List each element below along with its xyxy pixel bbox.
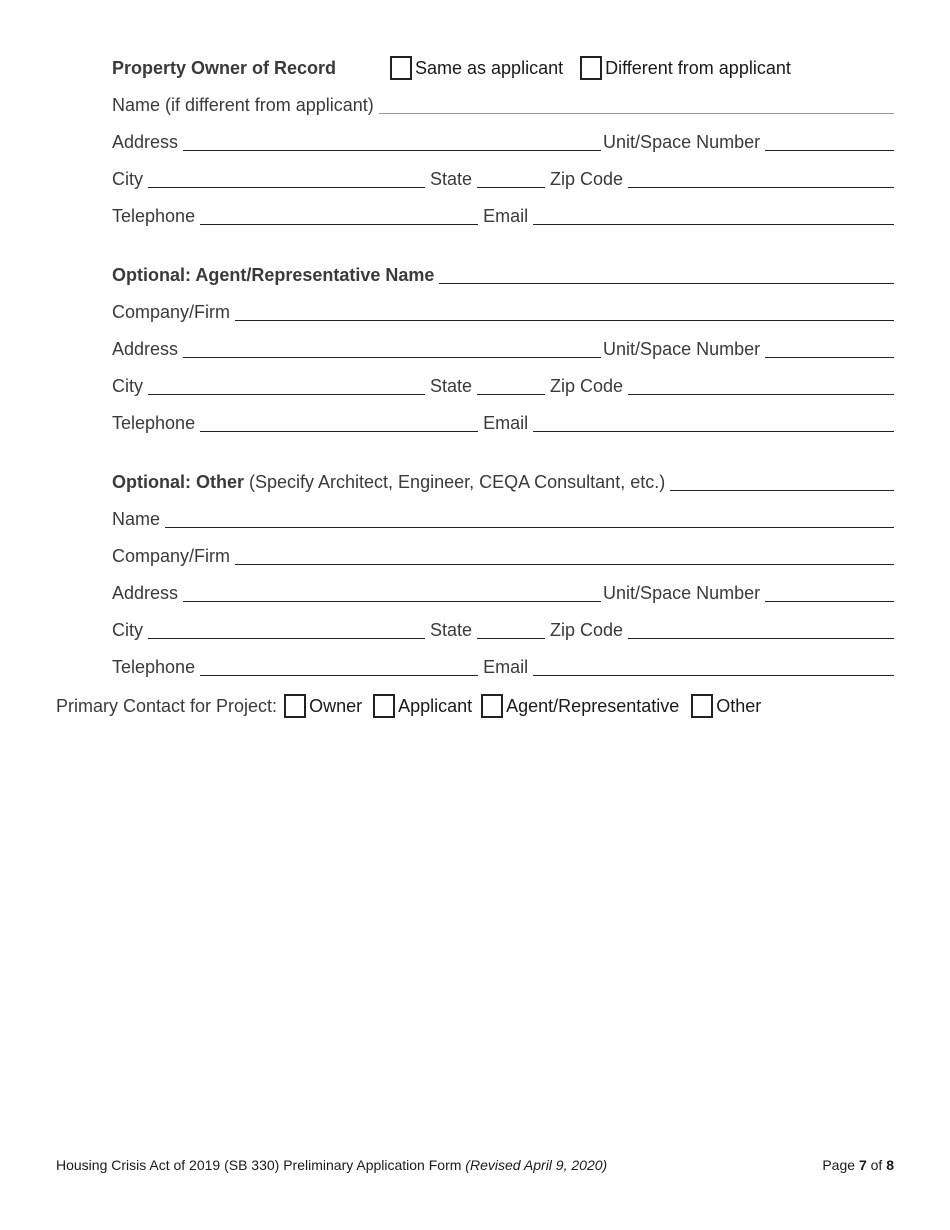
agent-city-field[interactable] [148,376,425,395]
agent-phone-row [112,412,894,434]
primary-contact-other-checkbox[interactable] [691,694,713,718]
other-address-label: Address [112,583,179,603]
primary-contact-owner-option[interactable] [284,694,362,717]
agent-company-row [112,301,894,323]
owner-unit-label: Unit/Space Number [603,132,761,152]
footer-title-wrap [56,1157,607,1173]
primary-contact-owner-label: Owner [309,696,363,716]
page-current: 7 [858,1157,867,1173]
owner-state-label: State [430,169,473,189]
page-total: 8 [886,1157,894,1173]
owner-zip-label: Zip Code [550,169,624,189]
primary-contact-agent-label: Agent/Representative [506,696,680,716]
other-name-label: Name [112,509,161,529]
agent-unit-label: Unit/Space Number [603,339,761,359]
owner-address-field[interactable] [183,132,601,151]
agent-name-field[interactable] [439,265,894,284]
other-company-row [112,545,894,567]
owner-zip-field[interactable] [628,169,894,188]
other-address-field[interactable] [183,583,601,602]
other-phone-field[interactable] [200,657,478,676]
other-phone-row [112,656,894,678]
agent-email-field[interactable] [533,413,894,432]
agent-heading: Optional: Agent/Representative Name [112,265,435,285]
other-heading-note: (Specify Architect, Engineer, CEQA Consultant, etc.) [249,472,666,492]
agent-heading-row [112,264,894,286]
primary-contact-agent-checkbox[interactable] [481,694,503,718]
owner-address-label: Address [112,132,179,152]
owner-name-row [112,94,894,116]
owner-heading-row [112,56,894,79]
agent-email-label: Email [483,413,529,433]
other-name-row [112,508,894,530]
other-state-label: State [430,620,473,640]
owner-state-field[interactable] [477,169,545,188]
page-of: of [870,1157,883,1173]
other-address-row [112,582,894,604]
page-footer [56,1157,894,1173]
footer-revised: (Revised April 9, 2020) [465,1157,608,1173]
owner-phone-label: Telephone [112,206,196,226]
primary-contact-other-label: Other [716,696,762,716]
agent-unit-field[interactable] [765,339,894,358]
other-unit-field[interactable] [765,583,894,602]
other-heading-row [112,471,894,493]
primary-contact-applicant-label: Applicant [398,696,473,716]
owner-name-label: Name (if different from applicant) [112,95,374,115]
other-company-label: Company/Firm [112,546,231,566]
other-email-label: Email [483,657,529,677]
other-company-field[interactable] [235,546,894,565]
other-zip-field[interactable] [628,620,894,639]
other-email-field[interactable] [533,657,894,676]
primary-contact-agent-option[interactable] [481,694,679,717]
other-zip-label: Zip Code [550,620,624,640]
owner-unit-field[interactable] [765,132,894,151]
owner-address-row [112,131,894,153]
same-as-applicant-checkbox[interactable] [390,56,412,80]
owner-city-label: City [112,169,143,189]
agent-state-label: State [430,376,473,396]
other-phone-label: Telephone [112,657,196,677]
owner-city-field[interactable] [148,169,425,188]
different-from-applicant-checkbox[interactable] [580,56,602,80]
agent-phone-field[interactable] [200,413,478,432]
page-word: Page [822,1157,856,1173]
owner-phone-row [112,205,894,227]
agent-state-field[interactable] [477,376,545,395]
owner-email-label: Email [483,206,529,226]
agent-city-label: City [112,376,143,396]
agent-address-label: Address [112,339,179,359]
agent-company-label: Company/Firm [112,302,231,322]
other-name-field[interactable] [165,509,894,528]
other-unit-label: Unit/Space Number [603,583,761,603]
different-from-applicant-option[interactable] [580,56,791,79]
footer-title: Housing Crisis Act of 2019 (SB 330) Preliminary Application Form [56,1157,462,1173]
owner-heading: Property Owner of Record [112,58,337,78]
owner-city-row [112,168,894,190]
other-city-row [112,619,894,641]
primary-contact-label: Primary Contact for Project: [56,696,278,716]
agent-city-row [112,375,894,397]
same-as-applicant-option[interactable] [390,56,563,79]
primary-contact-applicant-option[interactable] [373,694,472,717]
primary-contact-other-option[interactable] [691,694,761,717]
primary-contact-row [56,694,894,717]
agent-address-field[interactable] [183,339,601,358]
owner-email-field[interactable] [533,206,894,225]
other-type-field[interactable] [670,472,894,491]
primary-contact-owner-checkbox[interactable] [284,694,306,718]
agent-company-field[interactable] [235,302,894,321]
agent-zip-field[interactable] [628,376,894,395]
agent-phone-label: Telephone [112,413,196,433]
primary-contact-applicant-checkbox[interactable] [373,694,395,718]
same-as-applicant-label: Same as applicant [415,58,564,78]
agent-zip-label: Zip Code [550,376,624,396]
agent-address-row [112,338,894,360]
owner-phone-field[interactable] [200,206,478,225]
owner-name-field[interactable] [379,95,894,114]
other-city-field[interactable] [148,620,425,639]
other-state-field[interactable] [477,620,545,639]
page-number [822,1157,894,1173]
other-city-label: City [112,620,143,640]
other-heading: Optional: Other [112,472,244,492]
different-from-applicant-label: Different from applicant [605,58,791,78]
